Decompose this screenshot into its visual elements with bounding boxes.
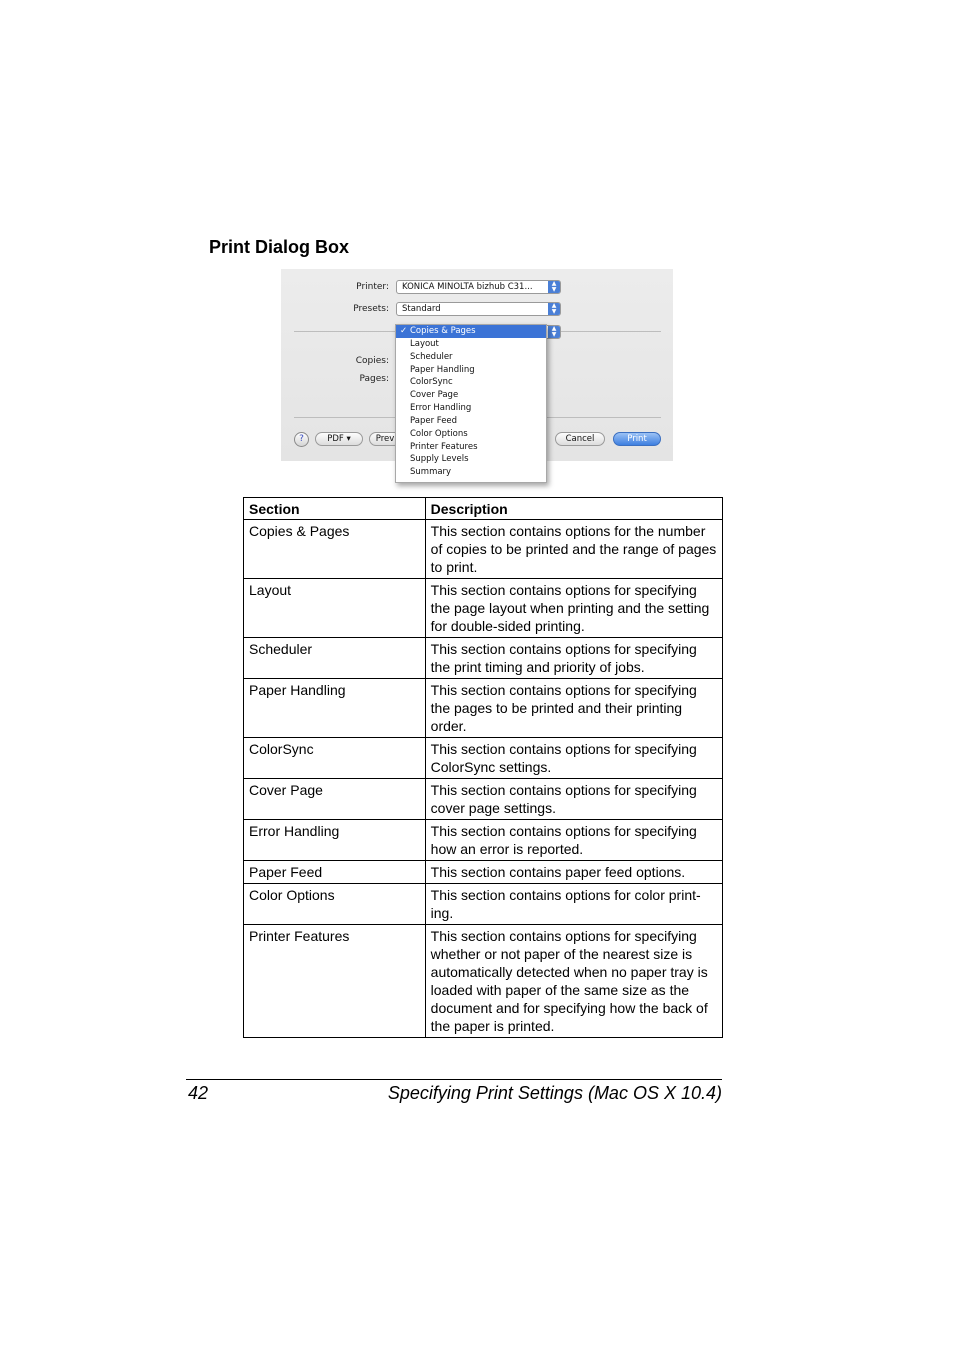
table-row: [244, 884, 723, 925]
cancel-button[interactable]: Cancel: [555, 432, 605, 446]
section-cell: Copies & Pages: [244, 520, 426, 579]
separator: [559, 331, 661, 332]
description-cell: This section contains options for specifying the print timing and priority of jobs.: [425, 638, 722, 679]
copies-label: Copies:: [355, 356, 389, 366]
panel-menu[interactable]: [395, 324, 547, 483]
presets-label: Presets:: [353, 304, 389, 314]
page-number: 42: [188, 1083, 209, 1103]
menu-item[interactable]: [396, 466, 546, 479]
section-cell: Printer Features: [244, 925, 426, 1038]
column-header-description: Description: [425, 498, 722, 520]
table-row: [244, 779, 723, 820]
separator: [294, 331, 396, 332]
menu-item[interactable]: [396, 325, 546, 338]
menu-item-label: Printer Features: [410, 441, 478, 452]
menu-item-label: Paper Feed: [410, 415, 458, 426]
checkmark-icon: ✓: [400, 326, 408, 336]
menu-item[interactable]: [396, 376, 546, 389]
menu-item-label: Summary: [410, 467, 452, 478]
table-header-row: [244, 498, 723, 520]
column-header-section: Section: [244, 498, 426, 520]
menu-item-label: Scheduler: [410, 351, 453, 362]
section-heading: Print Dialog Box: [209, 237, 350, 257]
section-cell: Cover Page: [244, 779, 426, 820]
footer-title: Specifying Print Settings (Mac OS X 10.4): [387, 1083, 722, 1103]
menu-item[interactable]: [396, 364, 546, 377]
table-row: [244, 679, 723, 738]
section-cell: Color Options: [244, 884, 426, 925]
menu-item-label: Color Options: [410, 428, 468, 439]
menu-item-label: Supply Levels: [410, 454, 469, 465]
section-cell: Paper Feed: [244, 861, 426, 884]
menu-item[interactable]: [396, 453, 546, 466]
description-cell: This section contains options for specifying the pages to be printed and their printing order.: [425, 679, 722, 738]
menu-item-label: Error Handling: [410, 403, 472, 414]
pages-label: Pages:: [359, 374, 389, 384]
presets-popup[interactable]: [396, 302, 561, 316]
popup-arrows-icon: ▲ ▼: [548, 326, 560, 338]
popup-arrows-icon: ▲ ▼: [548, 303, 560, 315]
menu-item[interactable]: [396, 351, 546, 364]
description-cell: This section contains paper feed options.: [425, 861, 722, 884]
section-cell: Scheduler: [244, 638, 426, 679]
menu-item-label: Paper Handling: [410, 364, 475, 375]
section-cell: ColorSync: [244, 738, 426, 779]
table-row: [244, 820, 723, 861]
menu-item[interactable]: [396, 441, 546, 454]
menu-item-label: Copies & Pages: [410, 326, 476, 336]
table-row: [244, 638, 723, 679]
table-row: [244, 738, 723, 779]
description-cell: This section contains options for color print-ing.: [425, 884, 722, 925]
menu-item[interactable]: [396, 402, 546, 415]
section-cell: Layout: [244, 579, 426, 638]
section-cell: Error Handling: [244, 820, 426, 861]
help-icon[interactable]: ?: [294, 432, 309, 447]
table-row: [244, 579, 723, 638]
popup-arrows-icon: ▲ ▼: [548, 281, 560, 293]
pdf-button[interactable]: PDF ▾: [315, 432, 363, 446]
printer-label: Printer:: [356, 282, 389, 292]
menu-item-label: ColorSync: [410, 377, 453, 388]
presets-value: Standard: [402, 304, 441, 314]
menu-item-label: Layout: [410, 338, 439, 349]
menu-item-label: Cover Page: [410, 390, 459, 401]
description-cell: This section contains options for specifying the page layout when printing and the setting for double-sided printing.: [425, 579, 722, 638]
print-button[interactable]: Print: [613, 432, 661, 446]
preview-button[interactable]: Prev: [369, 432, 401, 446]
table-row: [244, 861, 723, 884]
description-cell: This section contains options for specifying cover page settings.: [425, 779, 722, 820]
printer-popup[interactable]: [396, 280, 561, 294]
menu-item[interactable]: [396, 389, 546, 402]
printer-value: KONICA MINOLTA bizhub C31...: [402, 282, 533, 292]
sections-table: [243, 497, 723, 1038]
description-cell: This section contains options for specifying ColorSync settings.: [425, 738, 722, 779]
table-row: [244, 925, 723, 1038]
footer-rule: [186, 1079, 722, 1080]
menu-item[interactable]: [396, 428, 546, 441]
table-row: [244, 520, 723, 579]
menu-item[interactable]: [396, 415, 546, 428]
description-cell: This section contains options for specifying whether or not paper of the nearest size is automatically detected when no paper tray is loaded with paper of the same size as the document and for specifying how the back of the paper is printed.: [425, 925, 722, 1038]
description-cell: This section contains options for specifying how an error is reported.: [425, 820, 722, 861]
menu-item[interactable]: [396, 338, 546, 351]
section-cell: Paper Handling: [244, 679, 426, 738]
description-cell: This section contains options for the number of copies to be printed and the range of pages to print.: [425, 520, 722, 579]
